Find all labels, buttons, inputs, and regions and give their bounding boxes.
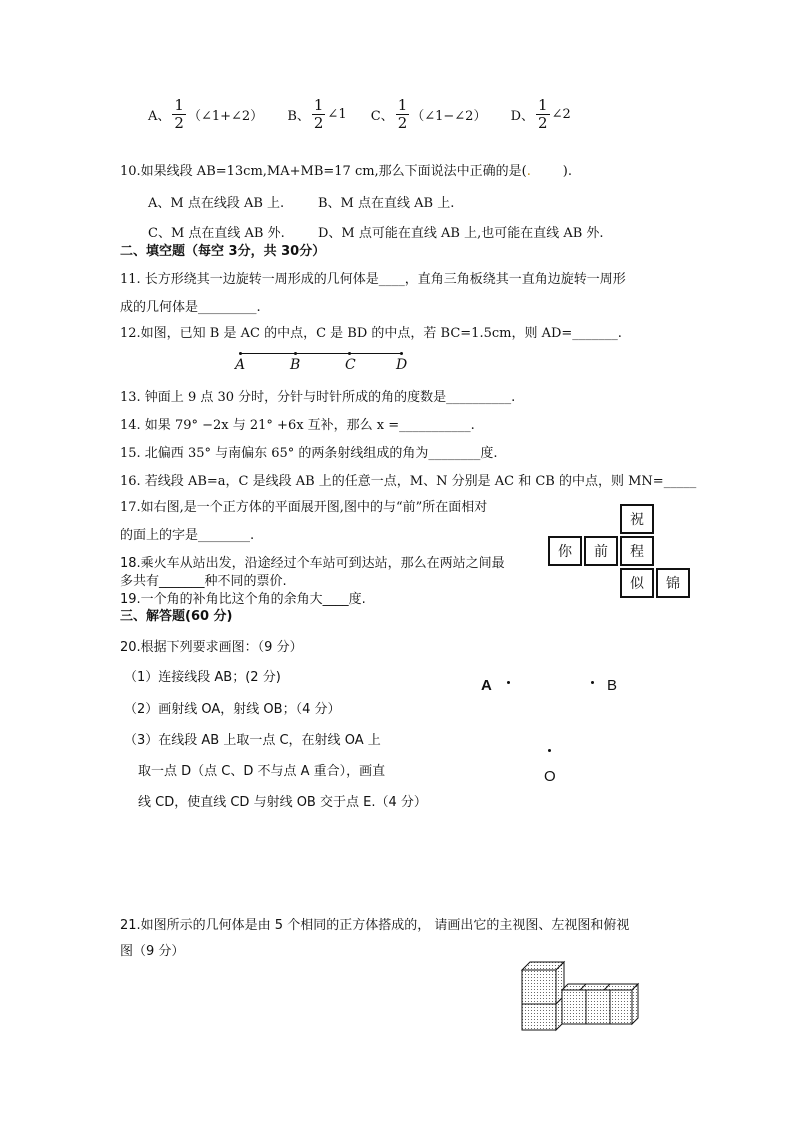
row-cube-2 — [586, 990, 610, 1024]
cube-front-upper — [522, 970, 556, 1004]
numerator: 1 — [397, 96, 408, 114]
denominator: 2 — [538, 113, 548, 132]
point-b-dot — [591, 681, 594, 684]
numerator: 1 — [313, 96, 324, 114]
cube-net — [548, 504, 698, 600]
q20-item2: （2）画射线 OA，射线 OB；（4 分） — [124, 702, 341, 717]
cube-front-lower — [522, 1004, 556, 1030]
net-cell-left: 你 — [548, 536, 582, 566]
q9-option-b — [287, 97, 346, 131]
denominator: 2 — [174, 113, 184, 132]
q20-item3a: （3）在线段 AB 上取一点 C，在射线 OA 上 — [124, 733, 381, 748]
row-top-face — [562, 984, 638, 990]
section-3-heading: 三、解答题(60 分) — [120, 609, 233, 624]
denominator: 2 — [397, 113, 408, 132]
q11-line2: 成的几何体是_________. — [120, 300, 261, 315]
q9-options — [148, 97, 591, 131]
denominator: 2 — [313, 113, 324, 132]
q20-item1: （1）连接线段 AB；(2 分) — [124, 670, 281, 685]
label-c: C — [345, 357, 356, 373]
q16: 16. 若线段 AB=a，C 是线段 AB 上的任意一点，M、N 分别是 AC 和 CB 的中点，则 MN=_____ — [120, 474, 697, 489]
q21-line2: 图（9 分） — [120, 944, 185, 959]
q18-line1: 18.乘火车从站出发，沿途经过个车站可到达站，那么在两站之间最 — [120, 556, 505, 571]
q17-line2: 的面上的字是________. — [120, 528, 255, 543]
q20-item3b: 取一点 D（点 C、D 不与点 A 重合），画直 — [138, 764, 386, 779]
option-suffix: ∠1 — [327, 106, 347, 122]
row-cube-1 — [562, 990, 586, 1024]
fraction — [312, 97, 326, 131]
option-suffix: （∠1−∠2） — [411, 108, 487, 124]
option-prefix: D、 — [510, 108, 535, 124]
q20-item3c: 线 CD，使直线 CD 与射线 OB 交于点 E.（4 分） — [138, 795, 427, 810]
q10-stem-text: 10.如果线段 AB=13cm,MA+MB=17 cm,那么下面说法中正确的是( — [120, 164, 527, 179]
point-d-dot — [400, 352, 403, 355]
point-o-label: O — [544, 768, 556, 785]
label-b: B — [290, 357, 301, 373]
q10-option-c: C、M 点在直线 AB 外. — [148, 226, 285, 241]
q9-option-c — [371, 97, 487, 131]
point-a-label: A — [481, 677, 492, 694]
net-cell-top: 祝 — [620, 504, 654, 534]
q10-option-a: A、M 点在线段 AB 上. — [148, 196, 285, 211]
q10-stem-end: ). — [562, 164, 572, 179]
fraction — [536, 97, 550, 131]
q9-option-a — [148, 97, 263, 131]
answer-blank-mark: . — [526, 164, 531, 179]
q10-option-b: B、M 点在直线 AB 上. — [318, 196, 455, 211]
q12-figure — [230, 345, 420, 375]
point-b-label: B — [607, 677, 618, 694]
q12: 12.如图，已知 B 是 AC 的中点，C 是 BD 的中点，若 BC=1.5cm，则 AD=_______. — [120, 326, 622, 341]
option-suffix: ∠2 — [551, 106, 571, 122]
q17-line1: 17.如右图,是一个正方体的平面展开图,图中的与“前”所在面相对 — [120, 500, 488, 515]
point-a-dot — [239, 352, 242, 355]
q19: 19.一个角的补角比这个角的余角大____度. — [120, 592, 366, 607]
row-cube-3 — [610, 990, 632, 1024]
point-a-dot — [507, 681, 510, 684]
row-side-face — [632, 984, 638, 1024]
net-cell-right: 程 — [620, 536, 654, 566]
q10-stem — [120, 160, 572, 179]
q11-line1: 11. 长方形绕其一边旋转一周形成的几何体是____，直角三角板绕其一直角边旋转一周形 — [120, 272, 626, 287]
fraction — [396, 97, 410, 131]
net-cell-mid: 前 — [584, 536, 618, 566]
label-a: A — [235, 357, 246, 373]
q10-option-d: D、M 点可能在直线 AB 上,也可能在直线 AB 外. — [318, 226, 604, 241]
q18-line2: 多共有_______种不同的票价. — [120, 574, 287, 589]
option-prefix: C、 — [370, 108, 394, 124]
numerator: 1 — [174, 96, 184, 114]
point-o-dot — [548, 749, 551, 752]
q14: 14. 如果 79° −2x 与 21° +6x 互补，那么 x =___________. — [120, 418, 475, 433]
q15: 15. 北偏西 35° 与南偏东 65° 的两条射线组成的角为________度. — [120, 446, 498, 461]
option-suffix: （∠1+∠2） — [187, 108, 264, 124]
fraction — [172, 97, 186, 131]
option-prefix: A、 — [148, 108, 171, 124]
q21-line1: 21.如图所示的几何体是由 5 个相同的正方体搭成的， 请画出它的主视图、左视图和俯视 — [120, 918, 630, 933]
point-c-dot — [348, 352, 351, 355]
point-b-dot — [294, 352, 297, 355]
segment-ad — [240, 353, 402, 354]
q20-title: 20.根据下列要求画图：（9 分） — [120, 640, 303, 655]
net-cell-bottom1: 似 — [620, 568, 654, 598]
net-cell-bottom2: 锦 — [656, 568, 690, 598]
cubes-figure — [518, 958, 642, 1034]
q9-option-d — [511, 97, 571, 131]
option-prefix: B、 — [287, 108, 310, 124]
label-d: D — [396, 357, 408, 373]
section-2-heading: 二、填空题（每空 3分，共 30分） — [120, 244, 326, 259]
q13: 13. 钟面上 9 点 30 分时，分针与时针所成的角的度数是__________. — [120, 390, 516, 405]
numerator: 1 — [538, 96, 548, 114]
